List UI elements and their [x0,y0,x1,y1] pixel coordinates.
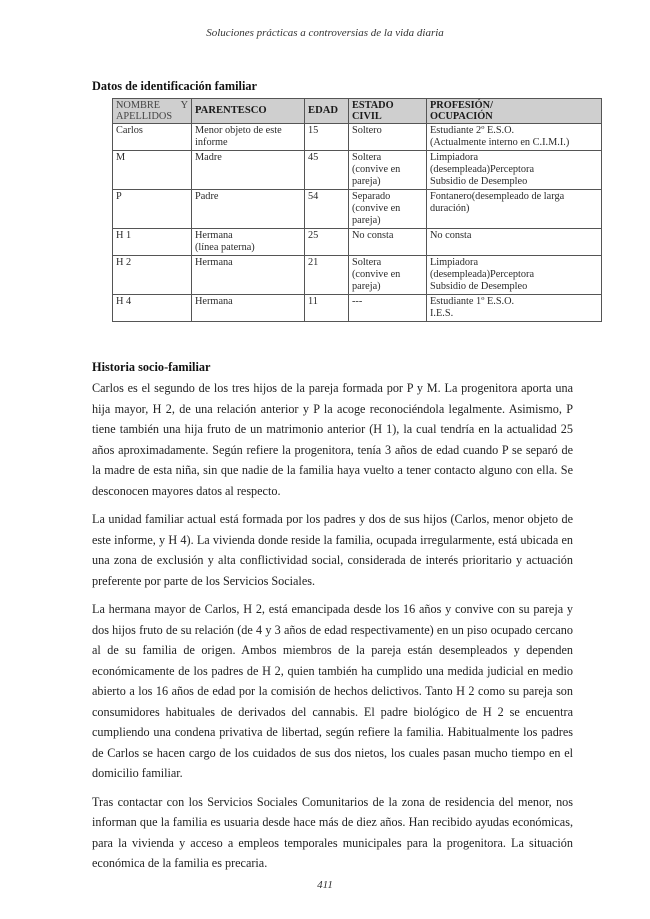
cell-edad: 54 [305,190,349,229]
cell-nombre: H 1 [113,229,192,256]
paragraph: La hermana mayor de Carlos, H 2, está emancipada desde los 16 años y convive con su pareja y dos hijos fruto de su relación (de 4 y 3 años de edad respectivamente) en un piso ocupado cercano al de su familia de origen. Ambos miembros de la pareja están desempleados y dependen económicamente de los padres de H 2, quien también ha cumplido una medida judicial en medio abierto a los 16 años de edad por la comisión de hechos delictivos. Tanto H 2 como su pareja son consumidores habituales de derivados del cannabis. El padre biológico de H 2 se encuentra cumpliendo una condena privativa de libertad, según refiere la familia. Habitualmente los padres de Carlos se hacen cargo de los cuidados de sus dos nietos, los cuales pasan mucho tiempo en el domicilio familiar. [92,602,573,780]
cell-parentesco [192,229,305,256]
cell-parentesco [192,256,305,295]
header-estado-word: ESTADO [352,100,394,111]
cell-nombre: H 4 [113,295,192,322]
paragraph: La unidad familiar actual está formada por los padres y dos de sus hijos (Carlos, menor objeto de este informe, y H 4). La vivienda donde reside la familia, ocupada irregularmente, está ubicada en una zona de exclusión y alta conflictividad social, considerada de interés prioritario y actuación preferente por parte de los Servicios Sociales. [92,512,573,588]
cell-line: pareja) [352,281,381,292]
cell-nombre: Carlos [113,124,192,151]
cell-line: Menor objeto de este [195,125,282,136]
table-row [113,190,602,229]
cell-profesion [427,256,602,295]
historia-body [92,378,573,882]
cell-estado [349,124,427,151]
table-row [113,295,602,322]
cell-line: Soltero [352,125,382,136]
cell-line: (convive en [352,269,401,280]
cell-line: (convive en [352,164,401,175]
header-nombre-apellidos [113,99,192,124]
header-civil-word: CIVIL [352,111,382,122]
cell-profesion [427,295,602,322]
cell-estado [349,295,427,322]
cell-line: I.E.S. [430,308,454,319]
cell-line: Padre [195,191,219,202]
paragraph: Tras contactar con los Servicios Sociales Comunitarios de la zona de residencia del menor, nos informan que la familia es usuaria desde hace más de diez años. Han recibido ayudas económicas, para la vivienda y acceso a empleos temporales municipales para la progenitora. La situación económica de la familia es precaria. [92,794,573,870]
cell-line: Hermana [195,296,233,307]
section-title-historia-socio-familiar: Historia socio-familiar [92,360,211,374]
cell-line: Soltera [352,152,382,163]
cell-line: Estudiante 2º E.S.O. [430,125,515,136]
cell-line: Subsidio de Desempleo [430,281,528,292]
cell-parentesco [192,124,305,151]
cell-edad: 25 [305,229,349,256]
cell-nombre: H 2 [113,256,192,295]
header-parentesco: PARENTESCO [192,99,305,124]
cell-line: Estudiante 1º E.S.O. [430,296,515,307]
cell-line: pareja) [352,215,381,226]
header-ocupacion-word: OCUPACIÓN [430,111,493,122]
header-apellidos-word: APELLIDOS [116,111,173,122]
cell-estado [349,151,427,190]
cell-line: (desempleada)Perceptora [430,164,535,175]
cell-line: Subsidio de Desempleo [430,176,528,187]
header-estado-civil [349,99,427,124]
paragraph: Carlos es el segundo de los tres hijos de la pareja formada por P y M. La progenitora aporta una hija mayor, H 2, de una relación anterior y P la acoge reconociéndola legalmente. Asimismo, P tiene también una hija fruto de un matrimonio anterior (H 1), la cual tendría en la actualidad 25 años aproximadamente. Según refiere la progenitora, tenía 3 años de edad cuando P se separó de la madre de esta niña, sin que nadie de la familia haya vuelto a tener contacto alguno con ella. Se desconocen mayores datos al respecto. [92,381,573,498]
running-header: Soluciones prácticas a controversias de la vida diaria [206,27,444,39]
cell-profesion [427,190,602,229]
page-number: 411 [317,879,333,891]
cell-line: Madre [195,152,222,163]
header-edad: EDAD [305,99,349,124]
cell-nombre: M [113,151,192,190]
cell-profesion [427,124,602,151]
cell-parentesco [192,190,305,229]
cell-line: --- [352,296,363,307]
cell-estado [349,229,427,256]
cell-line: Limpiadora [430,257,479,268]
table-row [113,229,602,256]
cell-profesion [427,151,602,190]
cell-line: Soltera [352,257,382,268]
cell-line: pareja) [352,176,381,187]
header-profesion-ocupacion [427,99,602,124]
cell-line: Separado [352,191,391,202]
table-row [113,256,602,295]
cell-parentesco [192,151,305,190]
cell-line: Hermana [195,230,233,241]
cell-line: (línea paterna) [195,242,255,253]
cell-line: Limpiadora [430,152,479,163]
cell-line: informe [195,137,228,148]
table-body [113,124,602,322]
cell-estado [349,190,427,229]
cell-line: Hermana [195,257,233,268]
cell-line: Fontanero(desempleado de larga [430,191,565,202]
section-title-datos-identificacion: Datos de identificación familiar [92,79,257,93]
cell-line: (Actualmente interno en C.I.M.I.) [430,137,570,148]
cell-edad: 11 [305,295,349,322]
cell-profesion [427,229,602,256]
cell-edad: 45 [305,151,349,190]
cell-edad: 21 [305,256,349,295]
cell-nombre: P [113,190,192,229]
cell-estado [349,256,427,295]
header-nombre-word: NOMBRE [116,100,161,111]
table-header-row [113,99,602,124]
table-row [113,124,602,151]
cell-line: duración) [430,203,470,214]
cell-line: (convive en [352,203,401,214]
cell-line: No consta [352,230,394,241]
family-identification-table [112,98,602,322]
cell-parentesco [192,295,305,322]
cell-line: No consta [430,230,472,241]
cell-line: (desempleada)Perceptora [430,269,535,280]
table-row [113,151,602,190]
header-profesion-word: PROFESIÓN/ [430,100,493,111]
header-y-word: Y [180,100,188,111]
cell-edad: 15 [305,124,349,151]
